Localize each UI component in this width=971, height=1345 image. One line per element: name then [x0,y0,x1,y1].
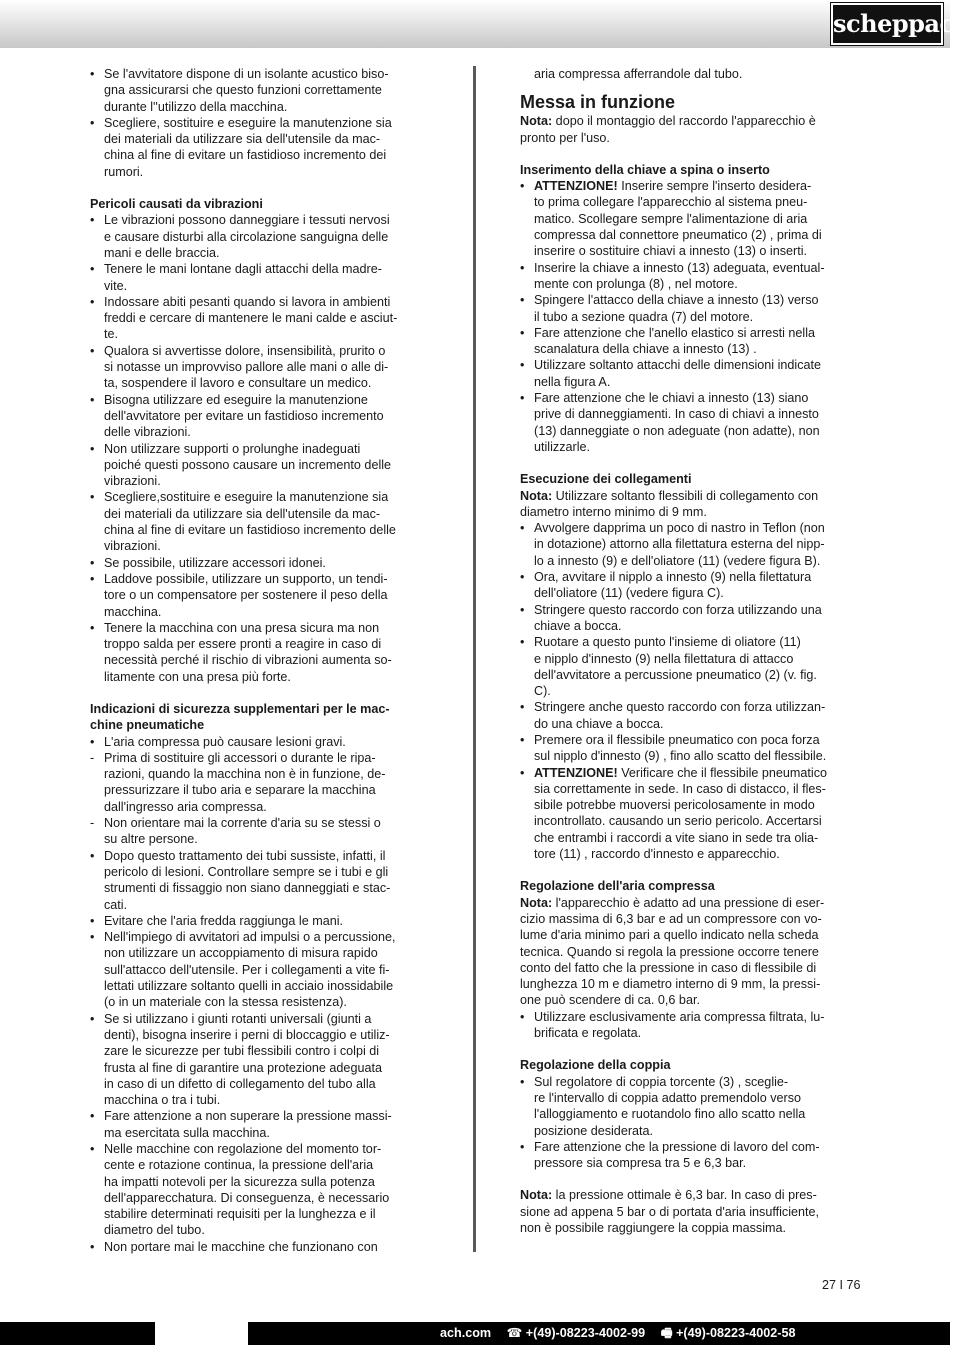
list-item [90,392,432,441]
connection-heading: Esecuzione dei collegamenti [520,472,692,487]
warning-label: ATTENZIONE! [534,765,618,780]
text-line: Inserire sempre l'inserto desidera- [617,179,812,194]
text-line: to prima collegare l'apparecchio al sistema pneu- [534,195,808,210]
text-line: stabilire determinati requisiti per la lunghezza e il [104,1207,376,1222]
bullet-marker: • [90,930,95,945]
list-item [90,750,432,815]
text-line: tecnica. Quando si regola la pressione occorre tenere [520,944,819,959]
text-line: china al fine di evitare un fastidioso incremento dei [104,148,387,163]
bullet-marker: • [90,294,95,309]
text-line: Nelle macchine con regolazione del momento tor- [104,1142,382,1156]
list-item [520,357,863,390]
bullet-marker: • [90,262,95,277]
spacer [520,455,863,471]
text-line: Inserire la chiave a innesto (13) adeguata, eventual- [534,260,825,275]
text-line: Ora, avvitare il nipplo a innesto (9) nella filettatura [534,570,812,585]
text-line: non è possibile raggiungere la coppia massima. [520,1221,787,1235]
text-line: macchina. [104,604,162,619]
bullet-marker: • [520,521,525,536]
list-item [90,294,432,343]
text-line: Scegliere,sostituire e eseguire la manutenzione sia [104,490,389,505]
text-line: frusta al fine di garantire una protezione adeguata [104,1060,382,1075]
bullet-marker: • [520,765,525,780]
text-line: Ruotare a questo punto l'insieme di oliatore (11) [534,635,801,650]
text-line: china al fine di evitare un fastidioso incremento delle [104,523,396,538]
list-item [90,66,432,115]
text-line: sull'attacco dell'utensile. Per i collegamenti a vite fi- [104,962,390,977]
text-line: l'alloggiamento e ruotandolo fino allo scatto nella [534,1107,806,1122]
list-item [520,1009,863,1042]
text-line: utilizzarle. [534,439,590,454]
text-line: Scegliere, sostituire e eseguire la manutenzione sia [104,115,392,130]
list-item [90,1141,432,1239]
bullet-marker: • [90,734,95,749]
text-line: Sul regolatore di coppia torcente (3) , sceglie- [534,1074,789,1089]
list-item [90,620,432,685]
text-line: Bisogna utilizzare ed eseguire la manutenzione [104,392,368,407]
column-divider [473,66,476,1252]
text-line: vite. [104,278,128,293]
text-line: mani e delle braccia. [104,245,220,260]
list-item [520,569,863,602]
text-line: ha impatti notevoli per la sicurezza sulla potenza [104,1174,375,1189]
bullet-marker: • [520,358,525,373]
insert-list [520,178,863,455]
text-line: freddi e cercare di mantenere le mani calde e asciut- [104,311,398,326]
bullet-marker: • [520,602,525,617]
text-line: ta, sospendere il lavoro e consultare un medico. [104,376,372,391]
text-line: Nell'impiego di avvitatori ad impulsi o a percussione, [104,930,396,945]
text-line: vibrazioni. [104,474,161,489]
text-line: non utilizzare un accoppiamento di misura rapido [104,946,378,961]
intro-list [90,66,432,180]
fax-number: +(49)-08223-4002-58 [676,1326,796,1340]
text-line: dei materiali da utilizzare sia dell'utensile da mac- [104,506,381,521]
text-line: Se l'avvitatore dispone di un isolante acustico biso- [104,67,389,81]
text-line: e causare disturbi alla circolazione sanguigna delle [104,229,389,244]
text-line: Dopo questo trattamento dei tubi sussiste, infatti, il [104,848,386,863]
bullet-marker: • [520,570,525,585]
text-line: pressurizzare il tubo aria e separare la macchina [104,783,376,798]
text-line: L'aria compressa può causare lesioni gravi. [104,734,346,749]
list-item [90,212,432,261]
text-line: ma esercitata sulla macchina. [104,1125,270,1140]
text-line: pericolo di lesioni. Controllare sempre se i tubi e gli [104,864,389,879]
list-item [90,848,432,913]
text-line: dopo il montaggio del raccordo l'apparecchio è [552,114,816,129]
bullet-marker: • [90,571,95,586]
text-line: re l'intervallo di coppia adatto premendolo verso [534,1090,802,1105]
text-line: mente con prolunga (8) , nel motore. [534,276,738,291]
bullet-marker: • [520,325,525,340]
text-line: in dotazione) attorno alla filettatura esterna del nipp- [534,537,825,552]
text-line: Laddove possibile, utilizzare un supporto, un tendi- [104,571,388,586]
text-line: che entrambi i raccordi a vite siano in sede tra olia- [534,830,819,845]
dash-marker: - [90,816,95,831]
text-line: Qualora si avvertisse dolore, insensibilità, prurito o [104,343,386,358]
text-line: dell'avvitatore per evitare un fastidioso incremento [104,408,384,423]
text-line: dell'oliatore (11) (vedere figura C). [534,586,724,601]
bullet-marker: • [90,1109,95,1124]
insert-heading: Inserimento della chiave a spina o inserto [520,162,770,177]
page-number: 27 I 76 [822,1278,861,1292]
text-line: Fare attenzione che le chiavi a innesto (13) siano [534,391,809,406]
list-item [520,325,863,358]
note-label: Nota: [520,114,553,129]
bullet-marker: • [90,67,95,81]
footer-white-block [155,1322,248,1345]
list-item [520,1074,863,1139]
vibration-list [90,212,432,685]
bullet-marker: • [520,635,525,650]
text-line: cizio massima di 6,3 bar e ad un compressore con vo- [520,911,822,926]
footer-contact [440,1322,795,1345]
text-line: troppo salda per essere pronti a reagire in caso di [104,637,382,652]
text-line: (13) danneggiate o non adeguate (non adatte), non [534,423,820,438]
startup-note [520,113,863,146]
spacer [520,1041,863,1057]
spacer [520,1171,863,1187]
text-line: in caso di un difetto di collegamento del tubo alla [104,1076,376,1091]
bullet-marker: • [90,1011,95,1026]
bullet-marker: • [90,1142,95,1156]
text-line: dei materiali da utilizzare sia dell'utensile da mac- [104,132,381,147]
torque-heading: Regolazione della coppia [520,1058,671,1073]
bullet-marker: • [520,1139,525,1154]
final-note [520,1187,863,1236]
phone-icon: ☎ [506,1326,523,1340]
text-line: su altre persone. [104,832,198,847]
text-line: lo a innesto (9) e dell'oliatore (11) (vedere figura B). [534,553,821,568]
pressure-heading: Regolazione dell'aria compressa [520,879,715,894]
list-item [90,929,432,1010]
text-line: Non orientare mai la corrente d'aria su se stessi o [104,816,381,831]
spacer [90,180,432,196]
vibration-heading: Pericoli causati da vibrazioni [90,197,263,212]
text-line: Se possibile, utilizzare accessori idonei. [104,555,326,570]
text-line: l'apparecchio è adatto ad una pressione di eser- [552,895,825,910]
list-item [520,520,863,569]
text-line: Stringere questo raccordo con forza utilizzando una [534,602,822,617]
text-line: Spingere l'attacco della chiave a innesto (13) verso [534,293,819,308]
bullet-marker: • [520,260,525,275]
text-line: necessità perché il rischio di vibrazioni aumenta so- [104,653,392,668]
text-line: prive di danneggiamenti. In caso di chiavi a innesto [534,407,819,422]
text-line: Fare attenzione a non superare la pressione massi- [104,1109,392,1124]
website-link[interactable]: ach.com [440,1326,492,1340]
pressure-list [520,1009,863,1042]
list-item [520,292,863,325]
text-line: conto del fatto che la pressione in caso di flessibile di [520,960,817,975]
text-line: durante l''utilizzo della macchina. [104,99,288,114]
text-line: dell'avvitatore a percussione pneumatico (2) (v. fig. [534,667,817,682]
spacer [90,685,432,701]
text-line: Premere ora il flessibile pneumatico con poca forza [534,732,820,747]
bullet-marker: • [90,848,95,863]
text-line: zare le sicurezze per tubi flessibili contro i colpi di [104,1044,380,1059]
text-line: Se si utilizzano i giunti rotanti universali (giunti a [104,1011,372,1026]
bullet-marker: • [90,555,95,570]
bullet-marker: • [520,1074,525,1089]
text-line: litamente con una presa più forte. [104,669,291,684]
dash-marker: - [90,750,95,765]
list-item [520,1139,863,1172]
text-line: Utilizzare soltanto attacchi delle dimensioni indicate [534,358,822,373]
text-line: delle vibrazioni. [104,425,191,440]
bullet-marker: • [90,392,95,407]
bullet-marker: • [90,620,95,635]
bullet-marker: • [520,1009,525,1024]
text-line: lunghezza 10 m e diametro interno di 9 mm, la pressi- [520,977,821,992]
brand-logo: scheppach [831,3,943,45]
text-line: Non portare mai le macchine che funzionano con [104,1239,378,1254]
text-line: do una chiave a bocca. [534,716,664,731]
text-line: pressore sia compresa tra 5 e 6,3 bar. [534,1156,747,1171]
safety-list [90,734,432,1256]
text-line: Avvolgere dapprima un poco di nastro in Teflon (non [534,521,825,536]
text-line: Fare attenzione che la pressione di lavoro del com- [534,1139,820,1154]
list-item [520,699,863,732]
bullet-marker: • [90,913,95,928]
list-item [90,913,432,929]
text-line: diametro interno minimo di 9 mm. [520,504,707,519]
bullet-marker: • [520,293,525,308]
connection-note [520,488,863,521]
text-line: cente e rotazione continua, la pressione dell'aria [104,1158,374,1173]
text-line: matico. Scollegare sempre l'alimentazione di aria [534,211,808,226]
torque-list [520,1074,863,1172]
spacer [520,862,863,878]
text-line: C). [534,684,551,699]
text-line: Non utilizzare supporti o prolunghe inadeguati [104,441,361,456]
list-item [90,1108,432,1141]
list-item [520,732,863,765]
warning-label: ATTENZIONE! [534,179,618,194]
text-line: il tubo a sezione quadra (7) del motore. [534,309,754,324]
text-line: incontrollato. causando un serio pericolo. Accertarsi [534,814,822,829]
bullet-marker: • [520,179,525,194]
text-line: aria compressa afferrandole dal tubo. [534,67,743,81]
list-item [90,261,432,294]
text-line: Fare attenzione che l'anello elastico si arresti nella [534,325,816,340]
text-line: denti), bisogna inserire i perni di bloccaggio e utiliz- [104,1027,390,1042]
header-bar [0,0,950,48]
text-line: Utilizzare soltanto flessibili di collegamento con [552,488,819,503]
bullet-marker: • [90,115,95,130]
continuation-text [520,66,863,82]
list-item [90,571,432,620]
text-line: lettati utilizzare soltanto quelli in acciaio inossidabile [104,979,394,994]
heading-line: Indicazioni di sicurezza supplementari per le mac- [90,701,390,716]
right-column [520,66,863,1236]
text-line: tore (11) , raccordo d'innesto e apparecchio. [534,847,780,862]
note-label: Nota: [520,895,553,910]
list-item [520,178,863,259]
bullet-marker: • [90,441,95,456]
text-line: nella figura A. [534,374,611,389]
list-item [90,1239,432,1255]
text-line: Evitare che l'aria fredda raggiunga le mani. [104,913,344,928]
list-item [90,555,432,571]
list-item [90,815,432,848]
connection-list [520,520,863,862]
section-title: Messa in funzione [520,92,676,113]
text-line: lume d'aria minimo pari a quello indicato nella scheda [520,928,819,943]
text-line: pronto per l'uso. [520,130,610,145]
text-line: rumori. [104,164,144,179]
bullet-marker: • [520,700,525,715]
text-line: dell'apparecchatura. Di conseguenza, è necessario [104,1190,390,1205]
list-item [90,734,432,750]
text-line: e nipplo d'innesto (9) nella filettatura di attacco [534,651,794,666]
note-label: Nota: [520,488,553,503]
list-item [520,602,863,635]
text-line: chiave a bocca. [534,618,622,633]
text-line: gna assicurarsi che questo funzioni correttamente [104,83,382,98]
text-line: razioni, quando la macchina non è in funzione, de- [104,767,386,782]
bullet-marker: • [520,732,525,747]
text-line: Indossare abiti pesanti quando si lavora in ambienti [104,294,391,309]
fax-icon: 🖷 [660,1326,673,1340]
list-item [520,634,863,699]
text-line: Le vibrazioni possono danneggiare i tessuti nervosi [104,213,390,228]
text-line: Utilizzare esclusivamente aria compressa filtrata, lu- [534,1009,825,1024]
list-item [520,390,863,455]
text-line: scanalatura della chiave a innesto (13) . [534,342,757,357]
list-item [90,1011,432,1109]
text-line: sione ad appena 5 bar o di portata d'aria insufficiente, [520,1204,820,1219]
heading-line: chine pneumatiche [90,718,205,733]
text-line: one può scendere di ca. 0,6 bar. [520,993,700,1008]
list-item [90,115,432,180]
list-item [90,441,432,490]
text-line: tore o un compensatore per sostenere il peso della [104,588,388,603]
pressure-note [520,895,863,1009]
text-line: Tenere la macchina con una presa sicura ma non [104,620,380,635]
text-line: posizione desiderata. [534,1123,654,1138]
text-line: Verificare che il flessibile pneumatico [617,765,828,780]
text-line: sia correttamente in sede. In caso di distacco, il fles- [534,781,826,796]
text-line: cati. [104,897,128,912]
safety-heading [90,701,432,734]
text-line: sul nipplo d'innesto (9) , fino allo scatto del flessibile. [534,749,827,764]
text-line: dall'ingresso aria compressa. [104,799,267,814]
text-line: macchina o tra i tubi. [104,1093,221,1108]
list-item [90,343,432,392]
text-line: Tenere le mani lontane dagli attacchi della madre- [104,262,382,277]
bullet-marker: • [520,391,525,406]
text-line: inserire o sostituire chiavi a innesto (13) o inserti. [534,244,807,259]
text-line: poiché questi possono causare un incremento delle [104,457,392,472]
text-line: vibrazioni. [104,539,161,554]
list-item [90,489,432,554]
left-column [90,66,432,1255]
note-label: Nota: [520,1188,553,1203]
bullet-marker: • [90,1239,95,1254]
text-line: (o in un materiale con la stessa resistenza). [104,995,347,1010]
text-line: te. [104,327,119,342]
text-line: compressa dal connettore pneumatico (2) , prima di [534,228,822,243]
text-line: sibile potrebbe muoversi pericolosamente in modo [534,798,815,813]
text-line: diametro del tubo. [104,1223,205,1238]
text-line: strumenti di fissaggio non siano danneggiati e stac- [104,881,391,896]
text-line: si notasse un improvviso pallore alle mani o alle di- [104,360,389,375]
list-item [520,260,863,293]
text-line: brificata e regolata. [534,1026,642,1041]
text-line: Stringere anche questo raccordo con forza utilizzan- [534,700,826,715]
bullet-marker: • [90,343,95,358]
bullet-marker: • [90,490,95,505]
phone-number: +(49)-08223-4002-99 [525,1326,646,1340]
text-line: Prima di sostituire gli accessori o durante le ripa- [104,750,376,765]
bullet-marker: • [90,213,95,228]
list-item [520,765,863,863]
spacer [520,146,863,162]
text-line: la pressione ottimale è 6,3 bar. In caso di pres- [552,1188,817,1203]
